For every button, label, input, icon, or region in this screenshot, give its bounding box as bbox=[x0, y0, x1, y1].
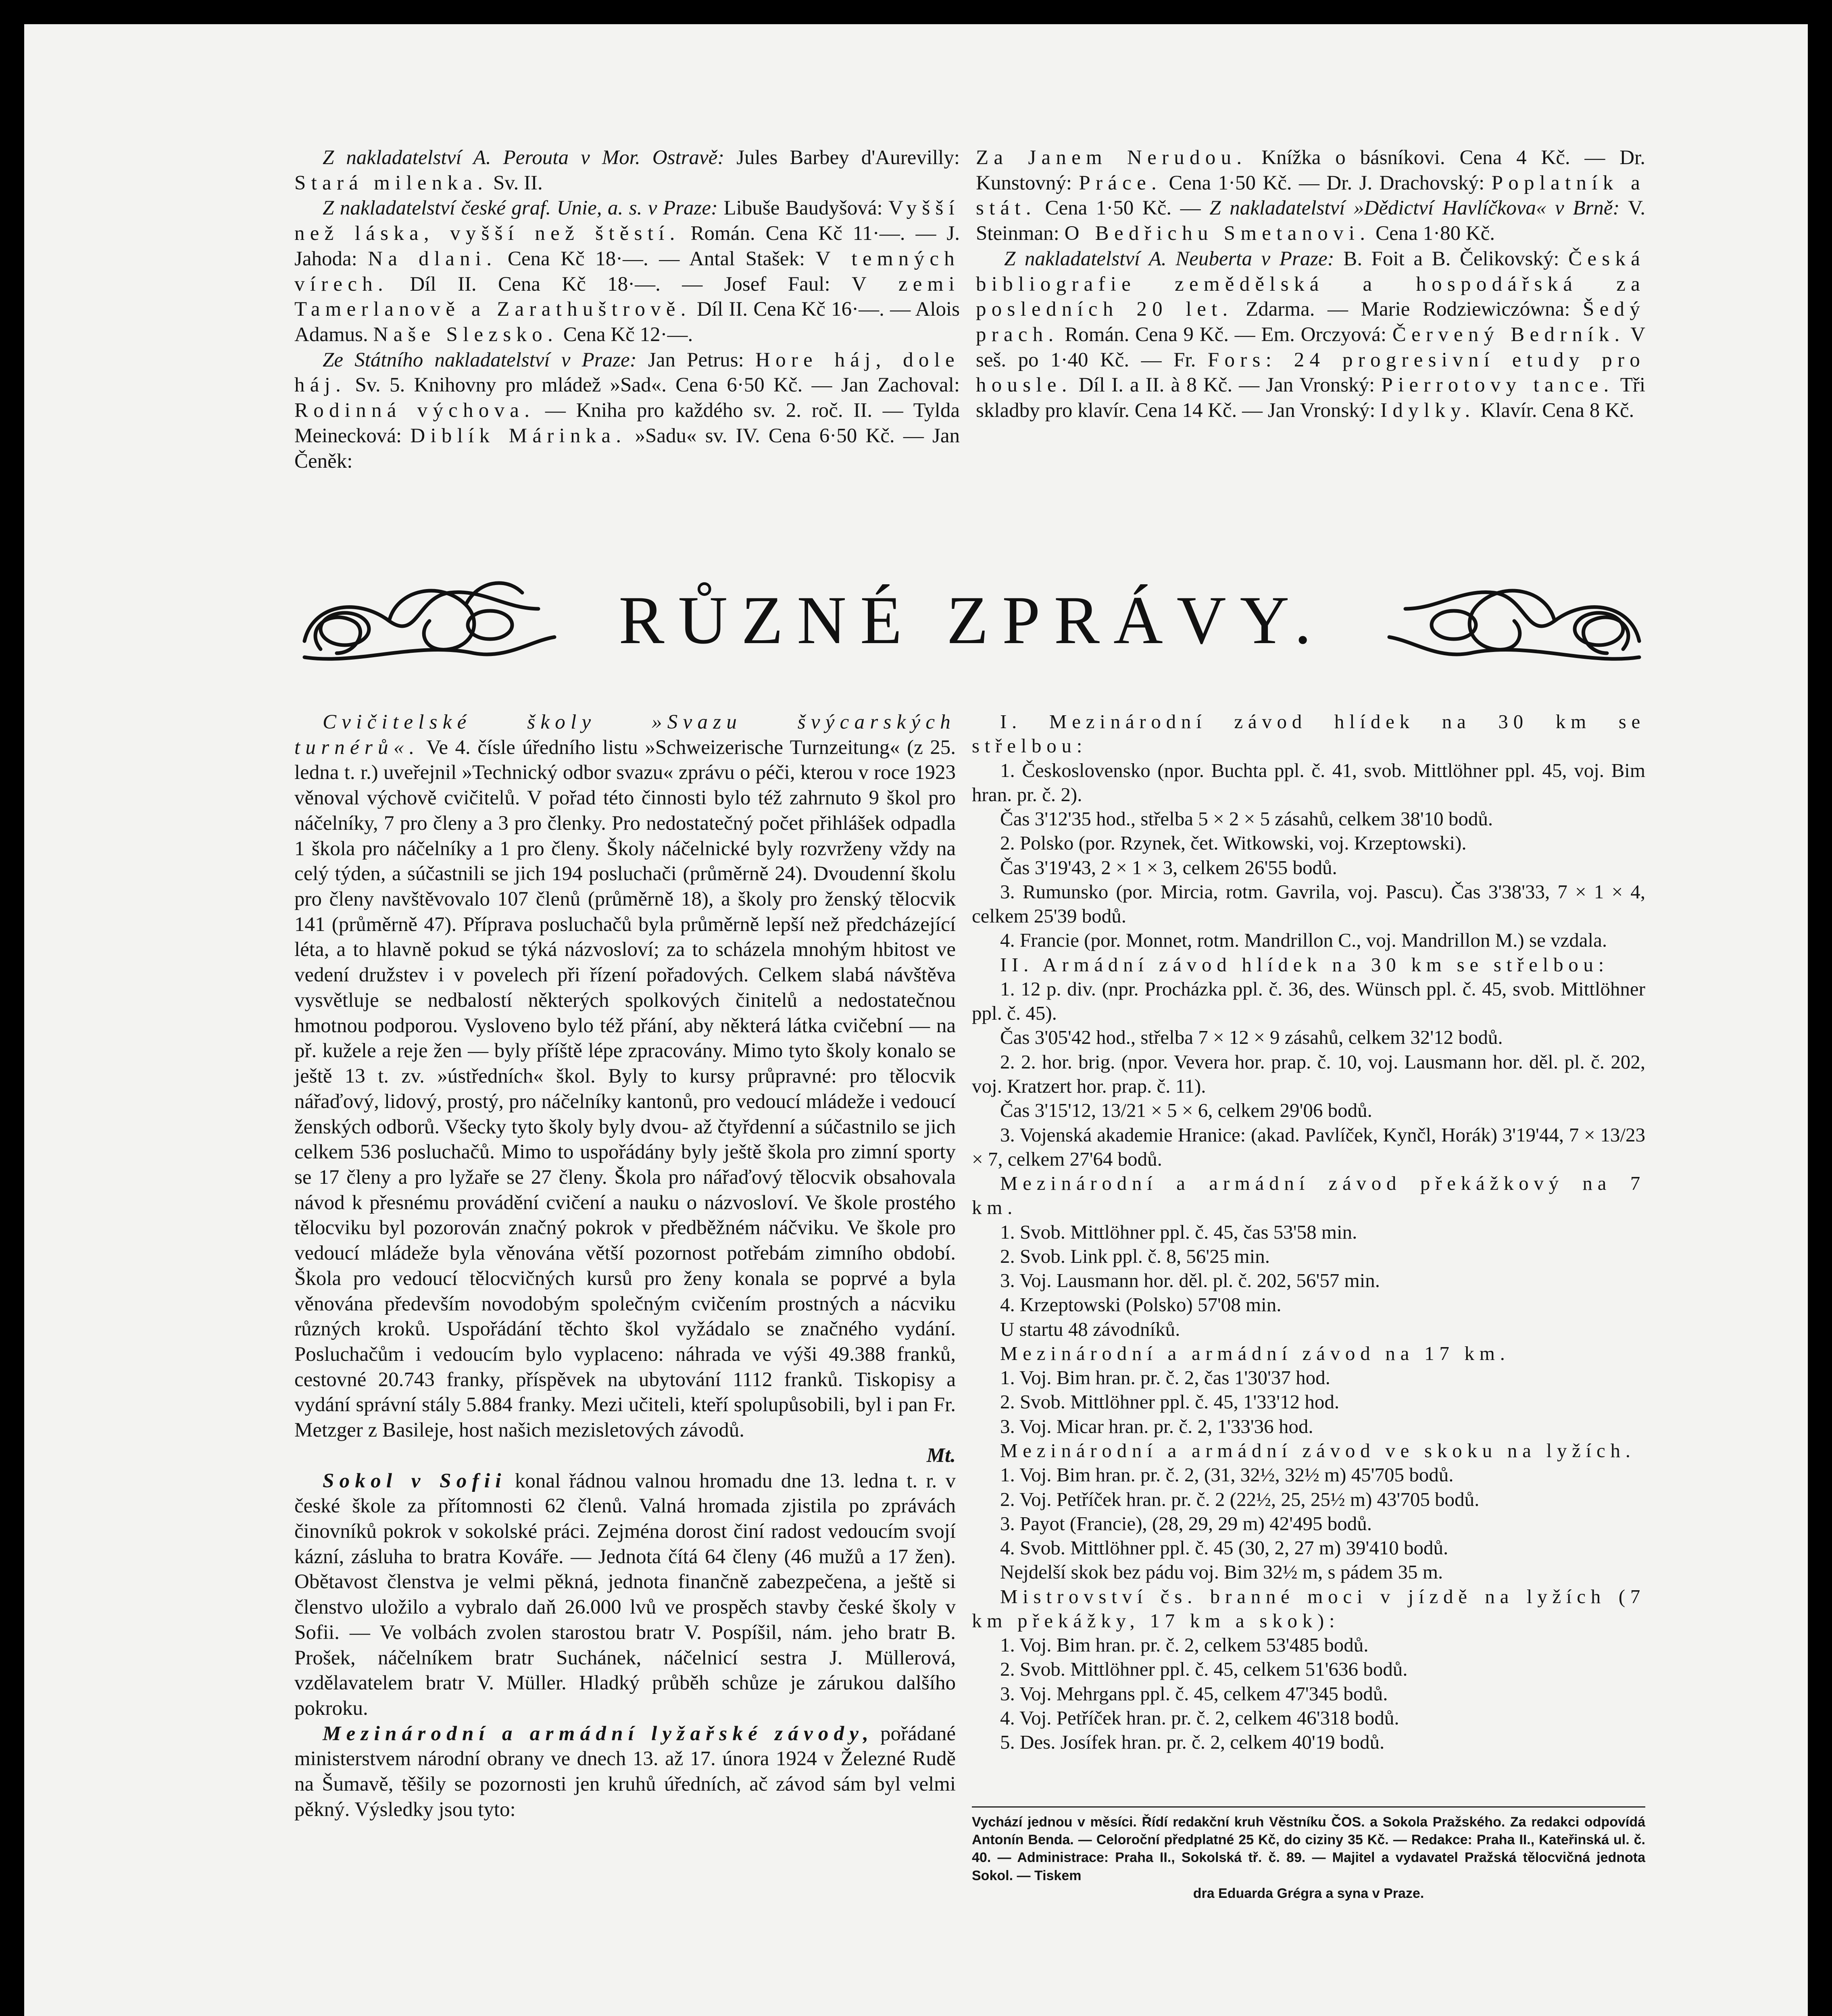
result-line: 1. Československo (npor. Buchta ppl. č. 41, svob. Mittlöhner ppl. 45, voj. Bim hran. pr. č. 2). bbox=[972, 759, 1645, 806]
page bbox=[24, 24, 1808, 2016]
result-line: 3. Voj. Micar hran. pr. č. 2, 1'33'36 hod. bbox=[1000, 1415, 1313, 1437]
result-line: 2. Voj. Petříček hran. pr. č. 2 (22½, 25, 25½ m) 43'705 bodů. bbox=[1000, 1488, 1480, 1510]
result-line: Čas 3'05'42 hod., střelba 7 × 12 × 9 zásahů, celkem 32'12 bodů. bbox=[1000, 1026, 1503, 1049]
result-line: 1. Voj. Bim hran. pr. č. 2, čas 1'30'37 hod. bbox=[1000, 1366, 1330, 1389]
notice-graf-unie: Z nakladatelství české graf. Unie, a. s. v Praze: Libuše Baudyšová: Vyšší než láska, vyšší než štěstí. Román. Cena Kč 11·—. — J. Jahoda: Na dlani. Cena Kč 18·—. — Antal Stašek: V temných vírech. Díl II. Cena Kč 18·—. — Josef Faul: V zemi Tamerlanově a Zarathuštrově. Díl II. Cena Kč 16·—. — Alois Adamus. Naše Slezsko. Cena Kč 12·—. bbox=[294, 197, 960, 346]
result-line: 2. Svob. Link ppl. č. 8, 56'25 min. bbox=[1000, 1245, 1270, 1267]
book-notices-right bbox=[976, 145, 1645, 423]
section-heading bbox=[296, 564, 1647, 685]
book-notices-left bbox=[294, 145, 960, 474]
result-line: 3. Vojenská akademie Hranice: (akad. Pavlíček, Kynčl, Horák) 3'19'44, 7 × 13/23 × 7, celkem 27'64 bodů. bbox=[972, 1123, 1645, 1170]
article-lyzarske-zavody: Mezinárodní a armádní lyžařské závody, pořádané ministerstvem národní obrany ve dnech 13. až 17. února 1924 v Železné Rudě na Šumavě, těšily se pozornosti jen kruhů úředních, ač závod sám byl velmi pěkný. Výsledky jsou tyto: bbox=[294, 1722, 956, 1821]
result-line: 2. Polsko (por. Rzynek, čet. Witkowski, voj. Krzeptowski). bbox=[1000, 832, 1467, 854]
result-line: 4. Voj. Petříček hran. pr. č. 2, celkem 46'318 bodů. bbox=[1000, 1706, 1399, 1729]
result-line: Čas 3'12'35 hod., střelba 5 × 2 × 5 zásahů, celkem 38'10 bodů. bbox=[1000, 808, 1493, 830]
result-line: Nejdelší skok bez pádu voj. Bim 32½ m, s pádem 35 m. bbox=[1000, 1561, 1443, 1583]
result-line: 3. Voj. Mehrgans ppl. č. 45, celkem 47'345 bodů. bbox=[1000, 1682, 1388, 1705]
result-line: 4. Krzeptowski (Polsko) 57'08 min. bbox=[1000, 1293, 1282, 1316]
results-heading: I. Mezinárodní závod hlídek na 30 km se střelbou: bbox=[972, 710, 1645, 757]
result-line: 5. Des. Josífek hran. pr. č. 2, celkem 40'19 bodů. bbox=[1000, 1731, 1385, 1754]
result-line: 2. Svob. Mittlöhner ppl. č. 45, 1'33'12 hod. bbox=[1000, 1391, 1340, 1413]
left-ornament-icon bbox=[304, 583, 554, 659]
colophon-text: Vychází jednou v měsíci. Řídí redakční kruh Věstníku ČOS. a Sokola Pražského. Za redakci odpovídá Antonín Benda. — Celoroční předplatné 25 Kč, do ciziny 35 Kč. — Redakce: Praha II., Kateřinská ul. č. 40. — Administrace: Praha II., Sokolská tř. č. 89. — Majitel a vydavatel Pražská tělocvičná jednota Sokol. — Tiskem bbox=[972, 1814, 1645, 1883]
heading-title: RŮZNÉ ZPRÁVY. bbox=[619, 582, 1325, 658]
notice-statni: Ze Státního nakladatelství v Praze: Jan Petrus: Hore háj, dole háj. Sv. 5. Knihovny pro mládež »Sad«. Cena 6·50 Kč. — Jan Zachoval: Rodinná výchova. — Kniha pro každého sv. 2. roč. II. — Tylda Meinecková: Diblík Márinka. »Sadu« sv. IV. Cena 6·50 Kč. — Jan Čeněk: bbox=[294, 348, 960, 473]
result-line: 1. Voj. Bim hran. pr. č. 2, (31, 32½, 32½ m) 45'705 bodů. bbox=[1000, 1464, 1454, 1486]
result-line: Čas 3'19'43, 2 × 1 × 3, celkem 26'55 bodů. bbox=[1000, 856, 1337, 879]
notice-neubert: Z nakladatelství A. Neuberta v Praze: B. Foit a B. Čelikovský: Česká bibliografie zemědělská a hospodářská za posledních 20 let. Zdarma. — Marie Rodziewiczówna: Šedý prach. Román. Cena 9 Kč. — Em. Orczyová: Červený Bedrník. V seš. po 1·40 Kč. — Fr. Fors: 24 progresivní etudy pro housle. Díl I. a II. à 8 Kč. — Jan Vronský: Pierrotovy tance. Tři skladby pro klavír. Cena 14 Kč. — Jan Vronský: Idylky. Klavír. Cena 8 Kč. bbox=[976, 247, 1645, 422]
results-heading: Mistrovství čs. branné moci v jízdě na lyžích (7 km překážky, 17 km a skok): bbox=[972, 1585, 1645, 1632]
colophon-printer: dra Eduarda Grégra a syna v Praze. bbox=[1193, 1885, 1424, 1901]
results-heading: II. Armádní závod hlídek na 30 km se střelbou: bbox=[1000, 953, 1609, 976]
result-line: 3. Payot (Francie), (28, 29, 29 m) 42'495 bodů. bbox=[1000, 1512, 1372, 1535]
result-line: 4. Francie (por. Monnet, rotm. Mandrillon C., voj. Mandrillon M.) se vzdala. bbox=[1000, 929, 1607, 952]
result-line: 2. Svob. Mittlöhner ppl. č. 45, celkem 51'636 bodů. bbox=[1000, 1658, 1408, 1681]
result-line: 1. Svob. Mittlöhner ppl. č. 45, čas 53'58 min. bbox=[1000, 1220, 1357, 1243]
results-heading: Mezinárodní a armádní závod překážkový na 7 km. bbox=[972, 1172, 1645, 1219]
article-sokol-sofie: Sokol v Sofii konal řádnou valnou hromadu dne 13. ledna t. r. v české škole za přítomnosti 62 členů. Valná hromada zjistila po zprávách činovníků pokrok v sokolské práci. Zejména dorost činí radost vedoucím svojí kázní, zásluha to bratra Kováře. — Jednota čítá 64 členy (46 mužů a 17 žen). Obětavost členstva je velmi pěkná, jednota finančně zabezpečena, a ještě si členstvo uložilo a vybralo daň 26.000 lvů ve prospěch stavby české školy v Sofii. — Ve volbách zvolen starostou bratr V. Pospíšil, nám. jeho bratr B. Prošek, náčelníkem bratr Suchánek, náčelnicí sestra J. Müllerová, vzdělavatelem bratr V. Müller. Hladký průběh schůze je zárukou dalšího pokroku. bbox=[294, 1469, 956, 1720]
notice-continued: Za Janem Nerudou. Knížka o básníkovi. Cena 4 Kč. — Dr. Kunstovný: Práce. Cena 1·50 Kč. — Dr. J. Drachovský: Poplatník a stát. Cena 1·50 Kč. — Z nakladatelství »Dědictví Havlíčkova« v Brně: V. Steinman: O Bedřichu Smetanovi. Cena 1·80 Kč. bbox=[976, 146, 1645, 245]
result-line: U startu 48 závodníků. bbox=[1000, 1318, 1180, 1340]
results-column bbox=[972, 710, 1645, 1754]
right-ornament-icon bbox=[1389, 591, 1639, 659]
notice-perout: Z nakladatelství A. Perouta v Mor. Ostravě: Jules Barbey d'Aurevilly: Stará milenka. Sv. II. bbox=[294, 146, 960, 194]
result-line: 2. 2. hor. brig. (npor. Vevera hor. prap. č. 10, voj. Lausmann hor. děl. pl. č. 202, voj. Kratzert hor. prap. č. 11). bbox=[972, 1050, 1645, 1097]
results-heading: Mezinárodní a armádní závod ve skoku na lyžích. bbox=[1000, 1439, 1636, 1462]
result-line: 3. Voj. Lausmann hor. děl. pl. č. 202, 56'57 min. bbox=[1000, 1269, 1380, 1292]
article-signature: Mt. bbox=[926, 1444, 956, 1467]
result-line: 1. Voj. Bim hran. pr. č. 2, celkem 53'485 bodů. bbox=[1000, 1634, 1369, 1656]
result-line: 4. Svob. Mittlöhner ppl. č. 45 (30, 2, 27 m) 39'410 bodů. bbox=[1000, 1537, 1449, 1559]
result-line: Čas 3'15'12, 13/21 × 5 × 6, celkem 29'06 bodů. bbox=[1000, 1099, 1372, 1122]
result-line: 3. Rumunsko (por. Mircia, rotm. Gavrila, voj. Pascu). Čas 3'38'33, 7 × 1 × 4, celkem 25'39 bodů. bbox=[972, 880, 1645, 927]
result-line: 1. 12 p. div. (npr. Procházka ppl. č. 36, des. Wünsch ppl. č. 45, svob. Mittlöhner ppl. č. 45). bbox=[972, 977, 1645, 1025]
colophon bbox=[972, 1806, 1645, 1902]
article-cvicitelske-skoly: Cvičitelské školy »Svazu švýcarských turnérů«. Ve 4. čísle úředního listu »Schweizerische Turnzeitung« (z 25. ledna t. r.) uveřejnil »Technický odbor svazu« zprávu o péči, kterou v roce 1923 věnoval výchově cvičitelů. V pořad této činnosti bylo též zahrnuto 9 škol pro náčelníky, 7 pro členy a 3 pro členky. Pro nedostatečný počet přihlášek odpadla 1 škola pro náčelníky a 1 pro členy. Školy náčelnické byly rozvrženy vždy na celý týden, a súčastnili se jich 194 posluchači (průměrně 24). Dvoudenní školu pro členy navštěvovalo 107 členů (průměrně 18), a školy pro ženský tělocvik 141 (průměrně 47). Příprava posluchačů byla průměrně lepší než předcházející léta, a to hlavně pokud se týká názvosloví; za to scházela mnohým hbitost ve vedení družstev i v povelech při řízení pořadových. Celkem slabá návštěva vysvětluje se nedbalostí některých spolkových činitelů a nedostatečnou hmotnou podporou. Vysloveno bylo též přání, aby některá látka cvičební — na př. kužele a reje žen — byly příště lépe zpracovány. Mimo tyto školy konalo se ještě 13 t. zv. »ústředních« škol. Byly to kursy průpravné: pro tělocvik nářaďový, lidový, prostý, pro náčelníky kantonů, pro vedoucí mládeže i vedoucí ženských odborů. Všecky tyto školy byly dvou- až čtyřdenní a súčastnilo se jich celkem 536 posluchačů. Mimo to uspořádány byly ještě škola pro zimní sporty se 17 členy a pro lyžaře se 27 členy. Škola pro nářaďový tělocvik obsahovala návod k přesnému provádění cvičení a nauku o názvosloví. Ve škole prostého tělocviku byl pozorován značný pokrok v předběžném náčviku. Ve škole pro vedoucí mládeže byla věnována větší pozornost potřebám zimního období. Škola pro vedoucí tělocvičných kursů pro ženy konala se poprvé a byla věnována především novodobým společným cvičením prostných a nácviku různých kroků. Uspořádání těchto škol vyžádalo se značného vydání. Posluchačům i vedoucím bylo vyplaceno: náhrada ve výši 49.388 franků, cestovné 20.743 franky, příspěvek na ubytování 1112 franků. Tiskopisy a vydání správní stály 5.884 franky. Mezi učiteli, kteří spolupůsobili, byl i pan Fr. Metzger z Basileje, host našich mezisletových závodů. Mt. bbox=[294, 710, 956, 1468]
results-heading: Mezinárodní a armádní závod na 17 km. bbox=[1000, 1342, 1510, 1364]
news-left-column bbox=[294, 710, 956, 1822]
